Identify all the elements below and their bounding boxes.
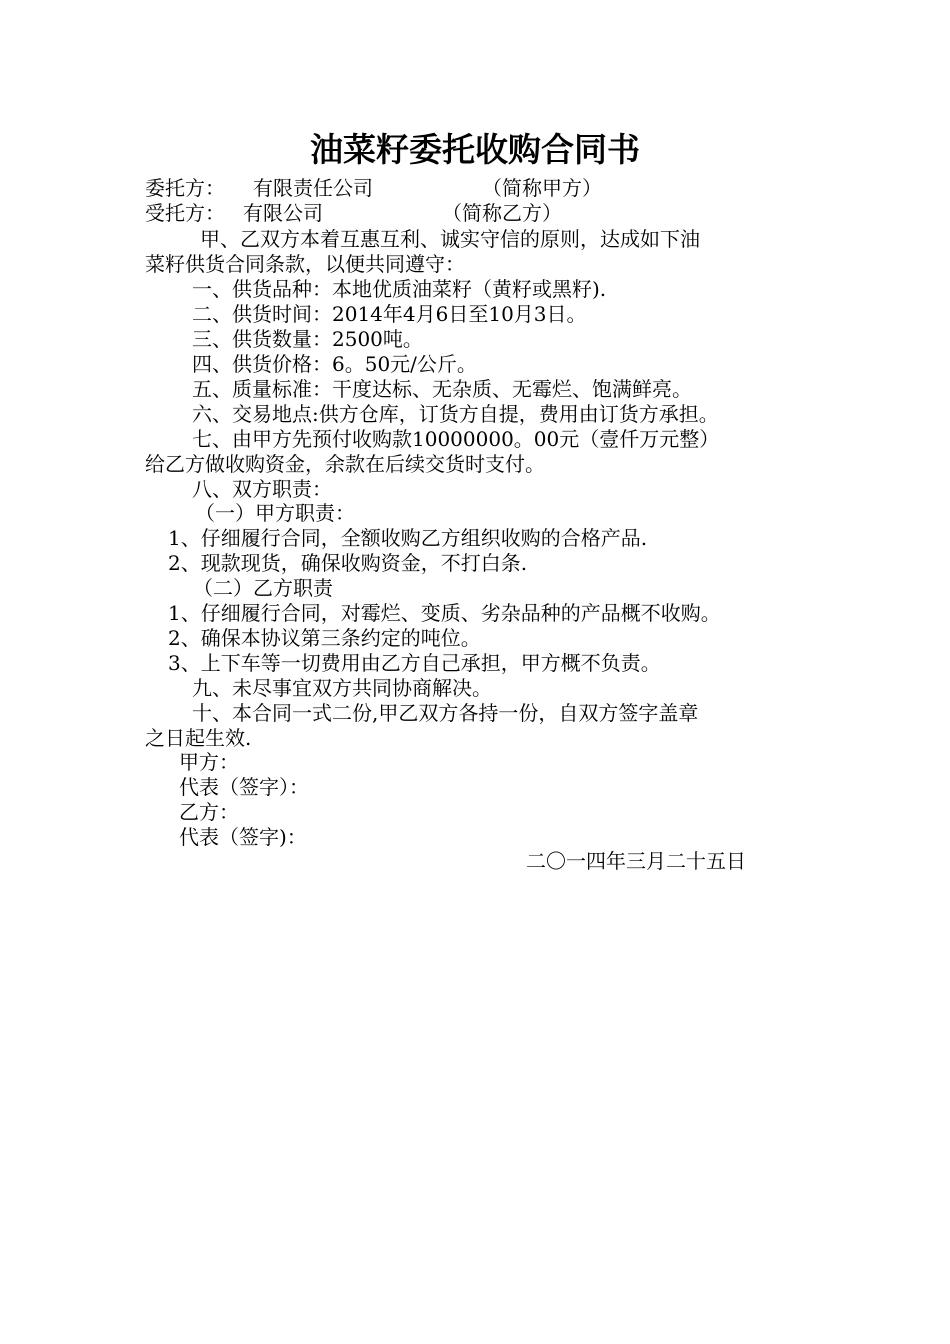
party-a-abbreviation: （简称甲方） [482, 176, 602, 200]
signature-party-b-label: 乙方： [179, 800, 239, 824]
clause-7-line-1: 七、由甲方先预付收购款10000000。00元（壹仟万元整） [192, 427, 720, 451]
party-b-duty-2: 2、确保本协议第三条约定的吨位。 [168, 626, 481, 650]
intro-line-2: 菜籽供货合同条款，以便共同遵守： [145, 252, 465, 276]
clause-8: 八、双方职责： [192, 477, 332, 501]
signature-party-a-label: 甲方： [179, 750, 239, 774]
party-a-duty-2: 2、现款现货，确保收购资金，不打白条. [168, 551, 528, 575]
intro-line-1: 甲、乙双方本着互惠互利、诚实守信的原则，达成如下油 [200, 227, 700, 251]
clause-2: 二、供货时间：2014年4月6日至10月3日。 [192, 302, 587, 326]
party-a-name: 有限责任公司 [253, 176, 373, 200]
clause-5: 五、质量标准：干度达标、无杂质、无霉烂、饱满鲜亮。 [192, 377, 692, 401]
party-a-label: 委托方： [145, 176, 225, 200]
signature-party-a-representative: 代表（签字）： [179, 775, 309, 799]
party-a-duties-heading: （一）甲方职责： [195, 501, 355, 525]
party-a-duty-1: 1、仔细履行合同，全额收购乙方组织收购的合格产品. [168, 526, 648, 550]
clause-9: 九、未尽事宜双方共同协商解决。 [192, 676, 492, 700]
party-b-duty-1: 1、仔细履行合同，对霉烂、变质、劣杂品种的产品概不收购。 [168, 601, 721, 625]
clause-6: 六、交易地点:供方仓库，订货方自提，费用由订货方承担。 [192, 402, 719, 426]
clause-10-line-1: 十、本合同一式二份,甲乙双方各持一份，自双方签字盖章 [192, 701, 699, 725]
document-title: 油菜籽委托收购合同书 [310, 130, 640, 169]
party-b-name: 有限公司 [243, 201, 323, 225]
clause-4: 四、供货价格：6。50元/公斤。 [192, 352, 477, 376]
signature-party-b-representative: 代表（签字)： [179, 825, 307, 849]
party-b-duty-3: 3、上下车等一切费用由乙方自己承担，甲方概不负责。 [168, 651, 661, 675]
party-b-duties-heading: （二）乙方职责 [193, 576, 333, 600]
party-b-abbreviation: （简称乙方） [442, 201, 562, 225]
contract-date: 二〇一四年三月二十五日 [526, 849, 746, 873]
party-b-label: 受托方： [145, 201, 225, 225]
clause-3: 三、供货数量：2500吨。 [192, 327, 423, 351]
clause-10-line-2: 之日起生效. [145, 726, 252, 750]
clause-1: 一、供货品种：本地优质油菜籽（黄籽或黑籽). [192, 277, 607, 301]
clause-7-line-2: 给乙方做收购资金，余款在后续交货时支付。 [145, 452, 545, 476]
